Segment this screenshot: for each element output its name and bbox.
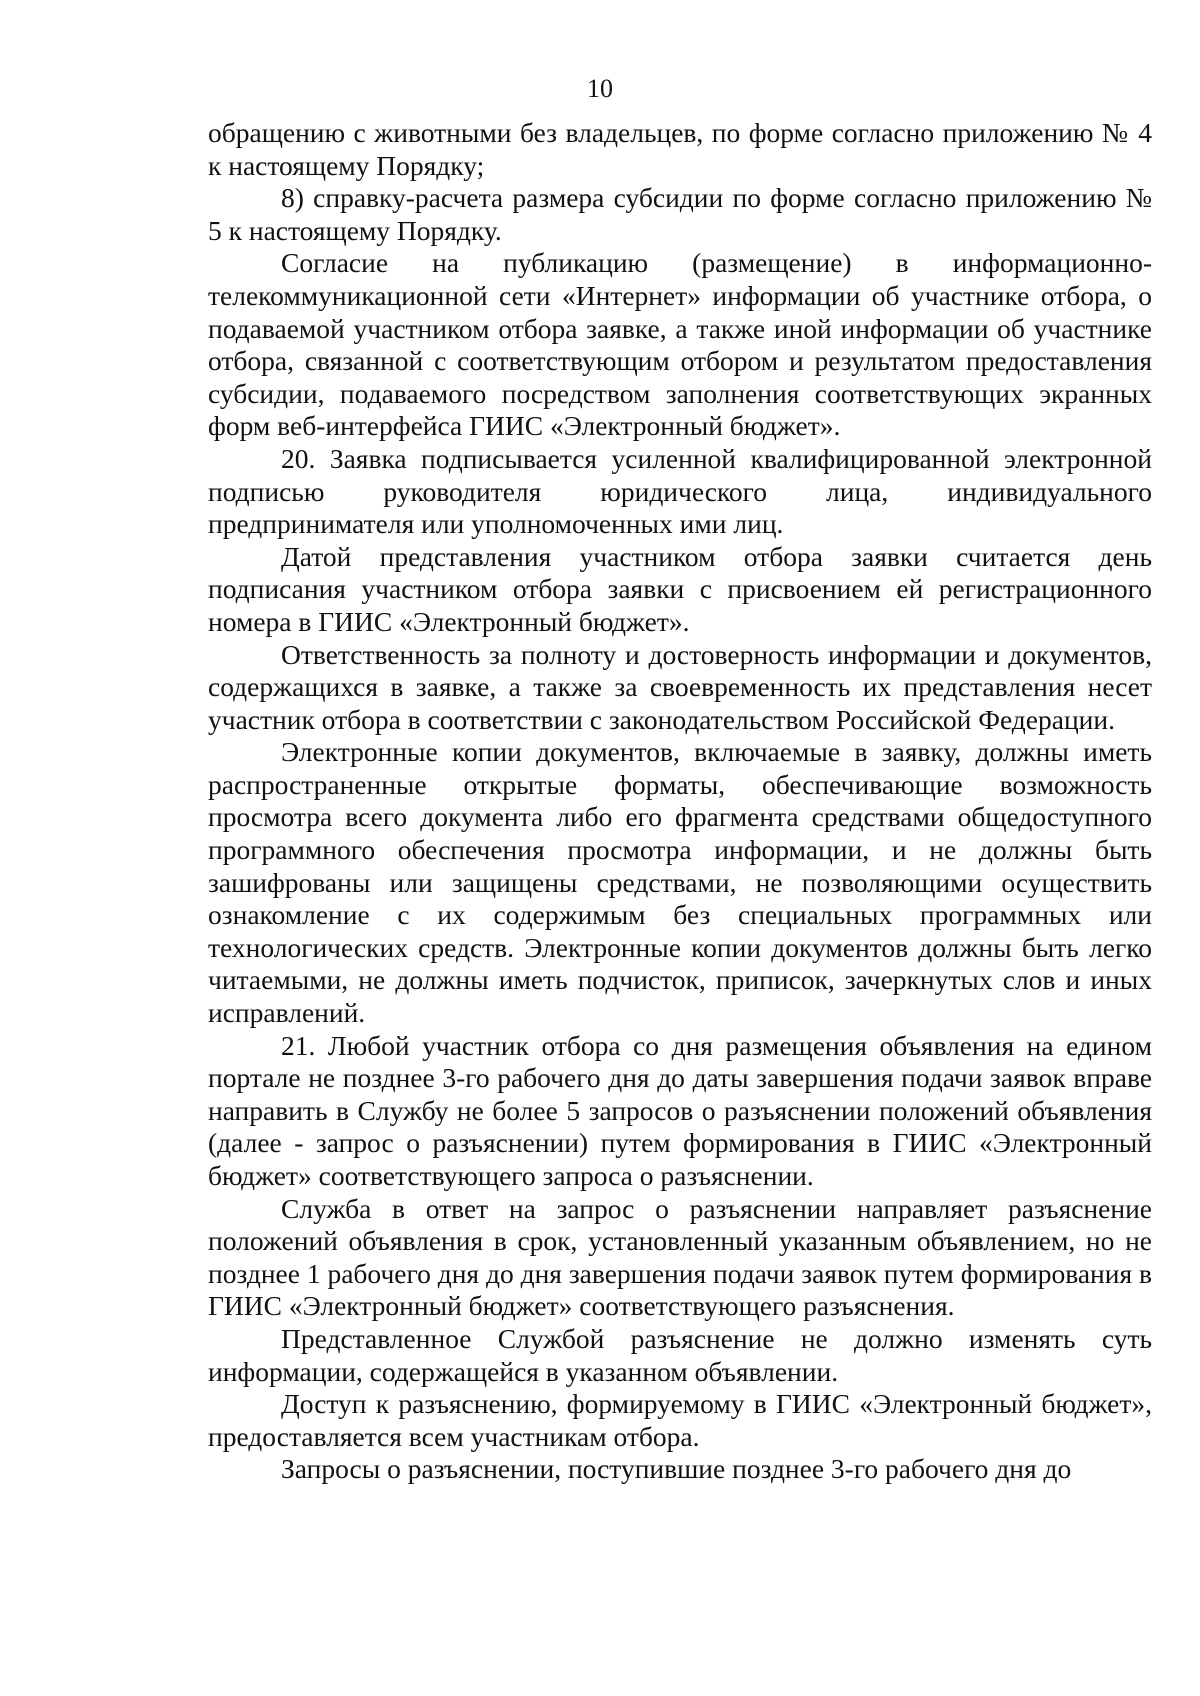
paragraph-responsibility: Ответственность за полноту и достоверность информации и документов, содержащихся в заявке, а также за своевременность их представления несет участник отбора в соответствии с законодательством Российской Федерации.: [208, 638, 1152, 735]
paragraph-item-21: 21. Любой участник отбора со дня размещения объявления на едином портале не позднее 3-го рабочего дня до даты завершения подачи заявок вправе направить в Службу не более 5 запросов о разъяснении положений объявления (далее - запрос о разъяснении) путем формирования в ГИИС «Электронный бюджет» соответствующего запроса о разъяснении.: [208, 1029, 1152, 1191]
paragraph-submission-date: Датой представления участником отбора заявки считается день подписания участником отбора заявки с присвоением ей регистрационного номера в ГИИС «Электронный бюджет».: [208, 540, 1152, 637]
paragraph-clarification-access: Доступ к разъяснению, формируемому в ГИИС «Электронный бюджет», предоставляется всем участникам отбора.: [208, 1388, 1152, 1452]
paragraph-item-20: 20. Заявка подписывается усиленной квалифицированной электронной подписью руководителя юридического лица, индивидуального предпринимателя или уполномоченных ими лиц.: [208, 442, 1152, 540]
paragraph-clarification-scope: Представленное Службой разъяснение не должно изменять суть информации, содержащейся в указанном объявлении.: [208, 1322, 1152, 1387]
list-item-8: 8) справку-расчета размера субсидии по форме согласно приложению № 5 к настоящему Порядку.: [208, 182, 1152, 246]
paragraph-electronic-copies: Электронные копии документов, включаемые в заявку, должны иметь распространенные открытые форматы, обеспечивающие возможность просмотра всего документа либо его фрагмента средствами общедоступного программного обеспечения просмотра информации, и не должны быть зашифрованы или защищены средствами, не позволяющими осуществить ознакомление с их содержимым без специальных программных или технологических средств. Электронные копии документов должны быть легко читаемыми, не должны иметь подчисток, приписок, зачеркнутых слов и иных исправлений.: [208, 736, 1152, 1029]
paragraph-continuation: обращению с животными без владельцев, по форме согласно приложению № 4 к настоящему Порядку;: [208, 117, 1152, 181]
paragraph-consent: Согласие на публикацию (размещение) в информационно-телекоммуникационной сети «Интернет» информации об участнике отбора, о подаваемой участником отбора заявке, а также иной информации об участнике отбора, связанной с соответствующим отбором и результатом предоставления субсидии, подаваемого посредством заполнения соответствующих экранных форм веб-интерфейса ГИИС «Электронный бюджет».: [208, 247, 1152, 442]
document-body: [208, 117, 1152, 1486]
page-number: 10: [587, 74, 613, 103]
paragraph-service-response: Служба в ответ на запрос о разъяснении направляет разъяснение положений объявления в срок, установленный указанным объявлением, но не позднее 1 рабочего дня до дня завершения подачи заявок путем формирования в ГИИС «Электронный бюджет» соответствующего разъяснения.: [208, 1192, 1152, 1322]
paragraph-late-requests: Запросы о разъяснении, поступившие позднее 3-го рабочего дня до: [281, 1453, 1072, 1485]
